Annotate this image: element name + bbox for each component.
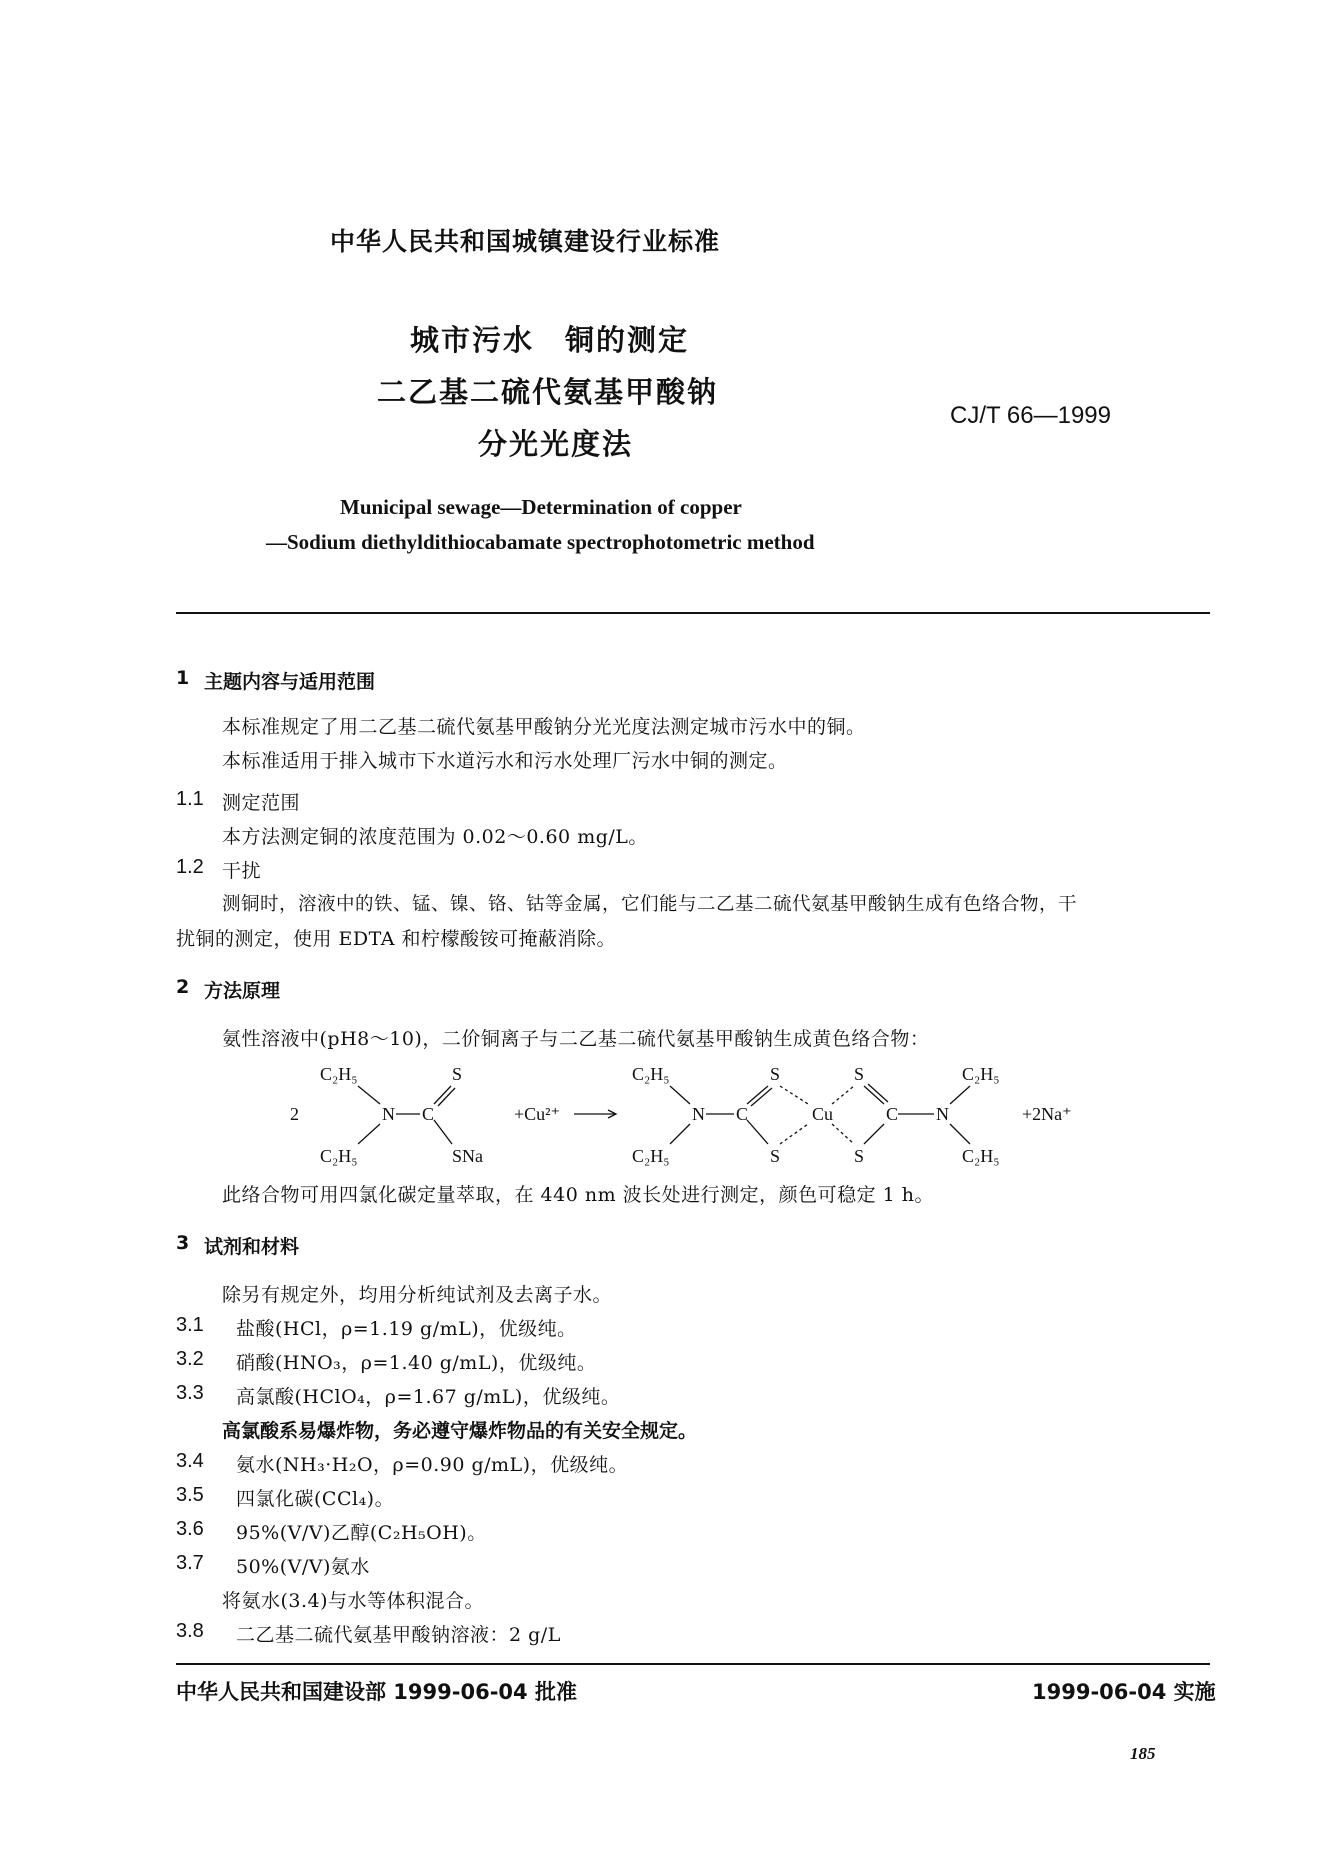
reagent-3-4-text: 氨水(NH₃·H₂O，ρ=0.90 g/mL)，优级纯。 [236, 1454, 629, 1476]
reagent-3-1-number: 3.1 [176, 1314, 204, 1336]
equation-sulfur-4: S [854, 1146, 865, 1166]
reagent-3-3-text: 高氯酸(HClO₄，ρ=1.67 g/mL)，优级纯。 [236, 1386, 621, 1408]
section-1-title: 主题内容与适用范围 [204, 671, 376, 693]
section-2-number: 2 [176, 976, 190, 998]
equation-right-ethyl-bottom-right: C₂H₅ [962, 1146, 1000, 1166]
page-number: 185 [1130, 1744, 1156, 1763]
section-1-2-text-line-1: 测铜时，溶液中的铁、锰、镍、铬、钴等金属，它们能与二乙基二硫代氨基甲酸钠生成有色络合物，干 [222, 894, 1078, 915]
title-line-2: 二乙基二硫代氨基甲酸钠 [377, 375, 719, 409]
reagent-3-8-number: 3.8 [176, 1620, 204, 1642]
effective-date: 1999-06-04 实施 [1032, 1680, 1216, 1704]
section-1-paragraph-1: 本标准规定了用二乙基二硫代氨基甲酸钠分光光度法测定城市污水中的铜。 [222, 716, 866, 738]
equation-sulfur-2: S [770, 1146, 781, 1166]
section-3-number: 3 [176, 1232, 190, 1254]
equation-copper: Cu [812, 1104, 834, 1124]
english-title-line-2: —Sodium diethyldithiocabamate spectrophotometric method [266, 530, 815, 554]
reagent-3-3-number: 3.3 [176, 1382, 204, 1404]
reagent-3-5-number: 3.5 [176, 1484, 204, 1506]
reagent-3-5-text: 四氯化碳(CCl₄)。 [236, 1488, 395, 1510]
title-line-3: 分光光度法 [478, 427, 634, 461]
equation-left-sna: SNa [452, 1146, 483, 1166]
equation-left-nitrogen: N [382, 1104, 395, 1124]
standard-code: CJ/T 66—1999 [950, 402, 1111, 429]
section-3-title: 试剂和材料 [204, 1236, 300, 1258]
section-1-1-text: 本方法测定铜的浓度范围为 0.02～0.60 mg/L。 [222, 826, 648, 848]
section-1-2-number: 1.2 [176, 856, 204, 878]
reagent-3-4-number: 3.4 [176, 1450, 204, 1472]
reagent-3-1-text: 盐酸(HCl，ρ=1.19 g/mL)，优级纯。 [236, 1318, 577, 1340]
section-2-title: 方法原理 [204, 980, 281, 1002]
section-2-paragraph-1: 氨性溶液中(pH8～10)，二价铜离子与二乙基二硫代氨基甲酸钠生成黄色络合物： [222, 1028, 930, 1050]
reagent-3-2-number: 3.2 [176, 1348, 204, 1370]
equation-copper-ion: +Cu²⁺ [514, 1104, 561, 1124]
standard-organization: 中华人民共和国城镇建设行业标准 [330, 227, 721, 256]
section-1-2-title: 干扰 [222, 860, 262, 882]
reagent-3-2-text: 硝酸(HNO₃，ρ=1.40 g/mL)，优级纯。 [236, 1352, 597, 1374]
section-2-paragraph-2: 此络合物可用四氯化碳定量萃取，在 440 nm 波长处进行测定，颜色可稳定 1 h。 [222, 1184, 935, 1206]
equation-left-carbon: C [422, 1104, 435, 1124]
footer-divider [176, 1663, 1210, 1665]
section-3-intro: 除另有规定外，均用分析纯试剂及去离子水。 [222, 1284, 613, 1306]
equation-right-ethyl-bottom-left: C₂H₅ [632, 1146, 670, 1166]
equation-left-sulfur: S [452, 1064, 463, 1084]
section-1-2-text-line-2: 扰铜的测定，使用 EDTA 和柠檬酸铵可掩蔽消除。 [176, 928, 617, 950]
title-line-1: 城市污水 铜的测定 [410, 323, 690, 357]
header-divider [176, 612, 1210, 614]
reagent-3-6-number: 3.6 [176, 1518, 204, 1540]
reagent-3-8-text: 二乙基二硫代氨基甲酸钠溶液：2 g/L [236, 1624, 561, 1646]
equation-left-ethyl-top: C₂H₅ [320, 1064, 358, 1084]
equation-left-ethyl-bottom: C₂H₅ [320, 1146, 358, 1166]
equation-right-carbon-left: C [736, 1104, 749, 1124]
equation-coefficient: 2 [290, 1104, 299, 1124]
reagent-3-7-note: 将氨水(3.4)与水等体积混合。 [222, 1590, 485, 1612]
equation-right-carbon-right: C [886, 1104, 899, 1124]
reaction-equation [280, 1058, 1080, 1170]
equation-sulfur-1: S [770, 1064, 781, 1084]
equation-right-nitrogen-right: N [936, 1104, 949, 1124]
safety-warning: 高氯酸系易爆炸物，务必遵守爆炸物品的有关安全规定。 [222, 1420, 698, 1442]
section-1-1-number: 1.1 [176, 788, 204, 810]
reagent-3-7-number: 3.7 [176, 1552, 204, 1574]
section-1-paragraph-2: 本标准适用于排入城市下水道污水和污水处理厂污水中铜的测定。 [222, 750, 788, 772]
equation-right-ethyl-top-left: C₂H₅ [632, 1064, 670, 1084]
equation-sodium-ion: +2Na⁺ [1022, 1104, 1072, 1124]
section-1-number: 1 [176, 667, 190, 689]
english-title-line-1: Municipal sewage—Determination of copper [340, 495, 742, 519]
equation-sulfur-3: S [854, 1064, 865, 1084]
reagent-3-6-text: 95%(V/V)乙醇(C₂H₅OH)。 [236, 1522, 487, 1544]
equation-right-nitrogen-left: N [692, 1104, 705, 1124]
equation-right-ethyl-top-right: C₂H₅ [962, 1064, 1000, 1084]
section-1-1-title: 测定范围 [222, 792, 301, 814]
reagent-3-7-text: 50%(V/V)氨水 [236, 1556, 370, 1578]
approval-notice: 中华人民共和国建设部 1999-06-04 批准 [176, 1680, 577, 1704]
